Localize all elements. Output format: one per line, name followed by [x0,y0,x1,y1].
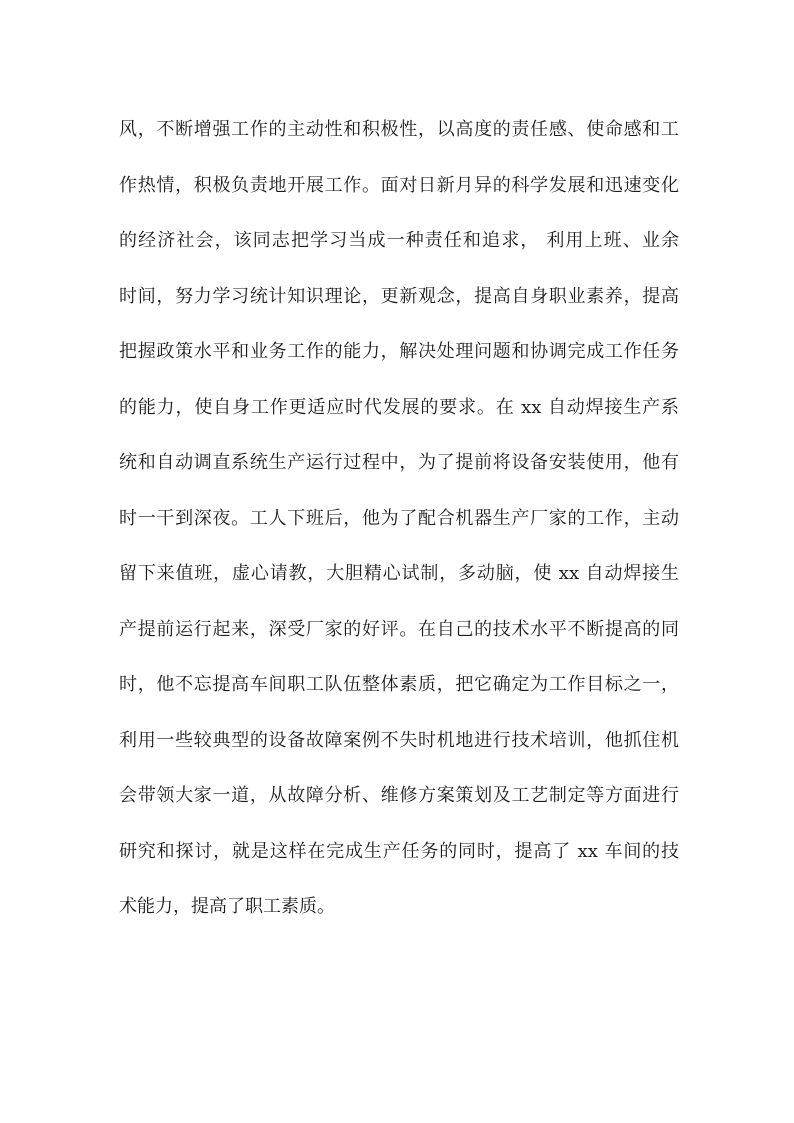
text-line: 利用一些较典型的设备故障案例不失时机地进行技术培训，他抓住机 [119,729,679,751]
text-line: 风，不断增强工作的主动性和积极性，以高度的责任感、使命感和工 [119,119,679,140]
body-paragraph [119,111,679,944]
text-line: 研究和探讨，就是这样在完成生产任务的同时，提高了 xx 车间的技 [119,840,679,862]
text-line: 统和自动调直系统生产运行过程中，为了提前将设备安装使用，他有 [119,452,679,473]
text-line: 时，他不忘提高车间职工队伍整体素质，把它确定为工作目标之一， [119,674,679,695]
text-line: 时间，努力学习统计知识理论，更新观念，提高自身职业素养，提高 [119,285,679,307]
text-line: 留下来值班，虚心请教，大胆精心试制，多动脑，使 xx 自动焊接生 [119,563,679,584]
text-line: 产提前运行起来，深受厂家的好评。在自己的技术水平不断提高的同 [119,618,679,640]
text-line: 作热情，积极负责地开展工作。面对日新月异的科学发展和迅速变化 [119,174,679,196]
text-line-last: 术能力，提高了职工素质。 [119,896,335,917]
text-line: 时一干到深夜。工人下班后，他为了配合机器生产厂家的工作，主动 [119,507,679,529]
text-line: 的能力，使自身工作更适应时代发展的要求。在 xx 自动焊接生产系 [119,396,679,418]
text-line: 会带领大家一道，从故障分析、维修方案策划及工艺制定等方面进行 [119,785,679,806]
text-line: 把握政策水平和业务工作的能力，解决处理问题和协调完成工作任务 [119,341,679,362]
text-line: 的经济社会，该同志把学习当成一种责任和追求， 利用上班、业余 [119,230,679,251]
